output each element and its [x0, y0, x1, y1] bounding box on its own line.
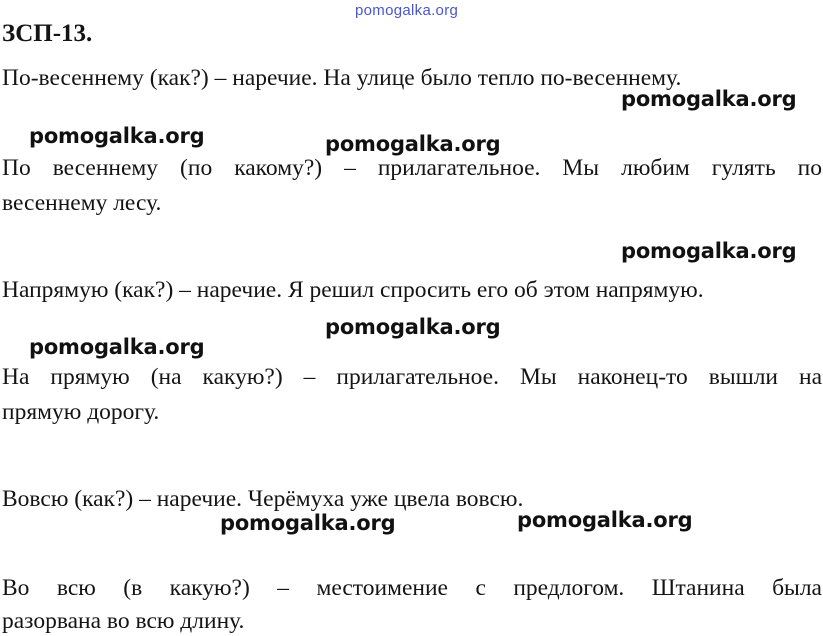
watermark-6: pomogalka.org [29, 335, 205, 359]
watermark-2: pomogalka.org [29, 124, 205, 148]
text-line-1: По-весеннему (как?) – наречие. На улице было тепло по-весеннему. [2, 65, 682, 91]
text-line-2: По весеннему (по какому?) – прилагательное. Мы любим гулять по [2, 155, 822, 181]
text-line-4: Напрямую (как?) – наречие. Я решил спросить его об этом напрямую. [2, 277, 704, 303]
watermark-5: pomogalka.org [325, 315, 501, 339]
text-line-3: весеннему лесу. [2, 190, 162, 216]
watermark-3: pomogalka.org [325, 132, 501, 156]
watermark-7: pomogalka.org [220, 511, 396, 535]
text-line-6: прямую дорогу. [2, 399, 160, 425]
watermark-4: pomogalka.org [621, 239, 797, 263]
text-line-7: Вовсю (как?) – наречие. Черёмуха уже цвела вовсю. [2, 486, 524, 512]
text-line-9: разорвана во всю длину. [2, 608, 245, 634]
watermark-8: pomogalka.org [517, 508, 693, 532]
watermark-1: pomogalka.org [621, 87, 797, 111]
text-line-5: На прямую (на какую?) – прилагательное. Мы наконец-то вышли на [2, 364, 822, 390]
text-line-8: Во всю (в какую?) – местоимение с предлогом. Штанина была [2, 575, 822, 601]
header-watermark: pomogalka.org [355, 2, 459, 19]
exercise-title: ЗСП-13. [2, 20, 93, 47]
